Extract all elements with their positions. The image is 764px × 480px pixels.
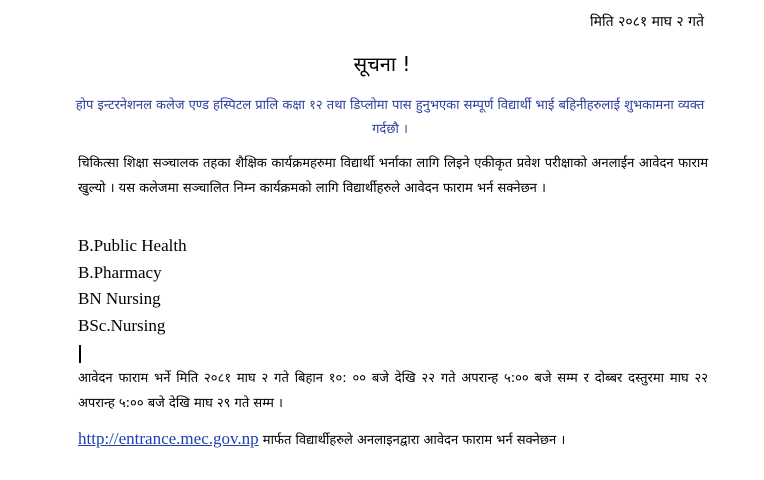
program-item: BN Nursing <box>78 289 161 308</box>
program-item: B.Pharmacy <box>78 262 162 282</box>
schedule-paragraph: आवेदन फाराम भर्ने मिति २०८१ माघ २ गते बिहान १०: ०० बजे देखि २२ गते अपरान्ह ५:०० बजे सम्म र दोब्बर दस्तुरमा माघ २२ अपरान्ह ५:०० बजे देखि माघ २९ गते सम्म । <box>78 371 708 411</box>
text-cursor <box>79 345 81 363</box>
program-list <box>78 233 187 339</box>
link-line <box>78 427 728 453</box>
entrance-link[interactable]: http://entrance.mec.gov.np <box>78 429 259 448</box>
program-item: BSc.Nursing <box>78 315 166 335</box>
intro-paragraph: चिकित्सा शिक्षा सञ्चालक तहका शैक्षिक कार्यक्रमहरुमा विद्यार्थी भर्नाका लागि लिइने एकीकृत प्रवेश परीक्षाको अनलाईन आवेदन फाराम खुल्यो । यस कलेजमा सञ्चालित निम्न कार्यक्रमको लागि विद्यार्थीहरुले आवेदन फाराम भर्न सक्नेछन । <box>78 156 708 196</box>
link-suffix-text: मार्फत विद्यार्थीहरुले अनलाइनद्वारा आवेदन फाराम भर्न सक्नेछन । <box>258 433 566 448</box>
program-item: B.Public Health <box>78 236 187 255</box>
notice-title: सूचना ! <box>353 52 411 76</box>
greeting-paragraph: होप इन्टरनेशनल कलेज एण्ड हस्पिटल प्रालि कक्षा १२ तथा डिप्लोमा पास हुनुभएका सम्पूर्ण विद्यार्थी भाई बहिनीहरुलाई शुभकामना व्यक्त गर्दछौ । <box>75 98 705 137</box>
notice-date: मिति २०८१ माघ २ गते <box>590 14 704 30</box>
